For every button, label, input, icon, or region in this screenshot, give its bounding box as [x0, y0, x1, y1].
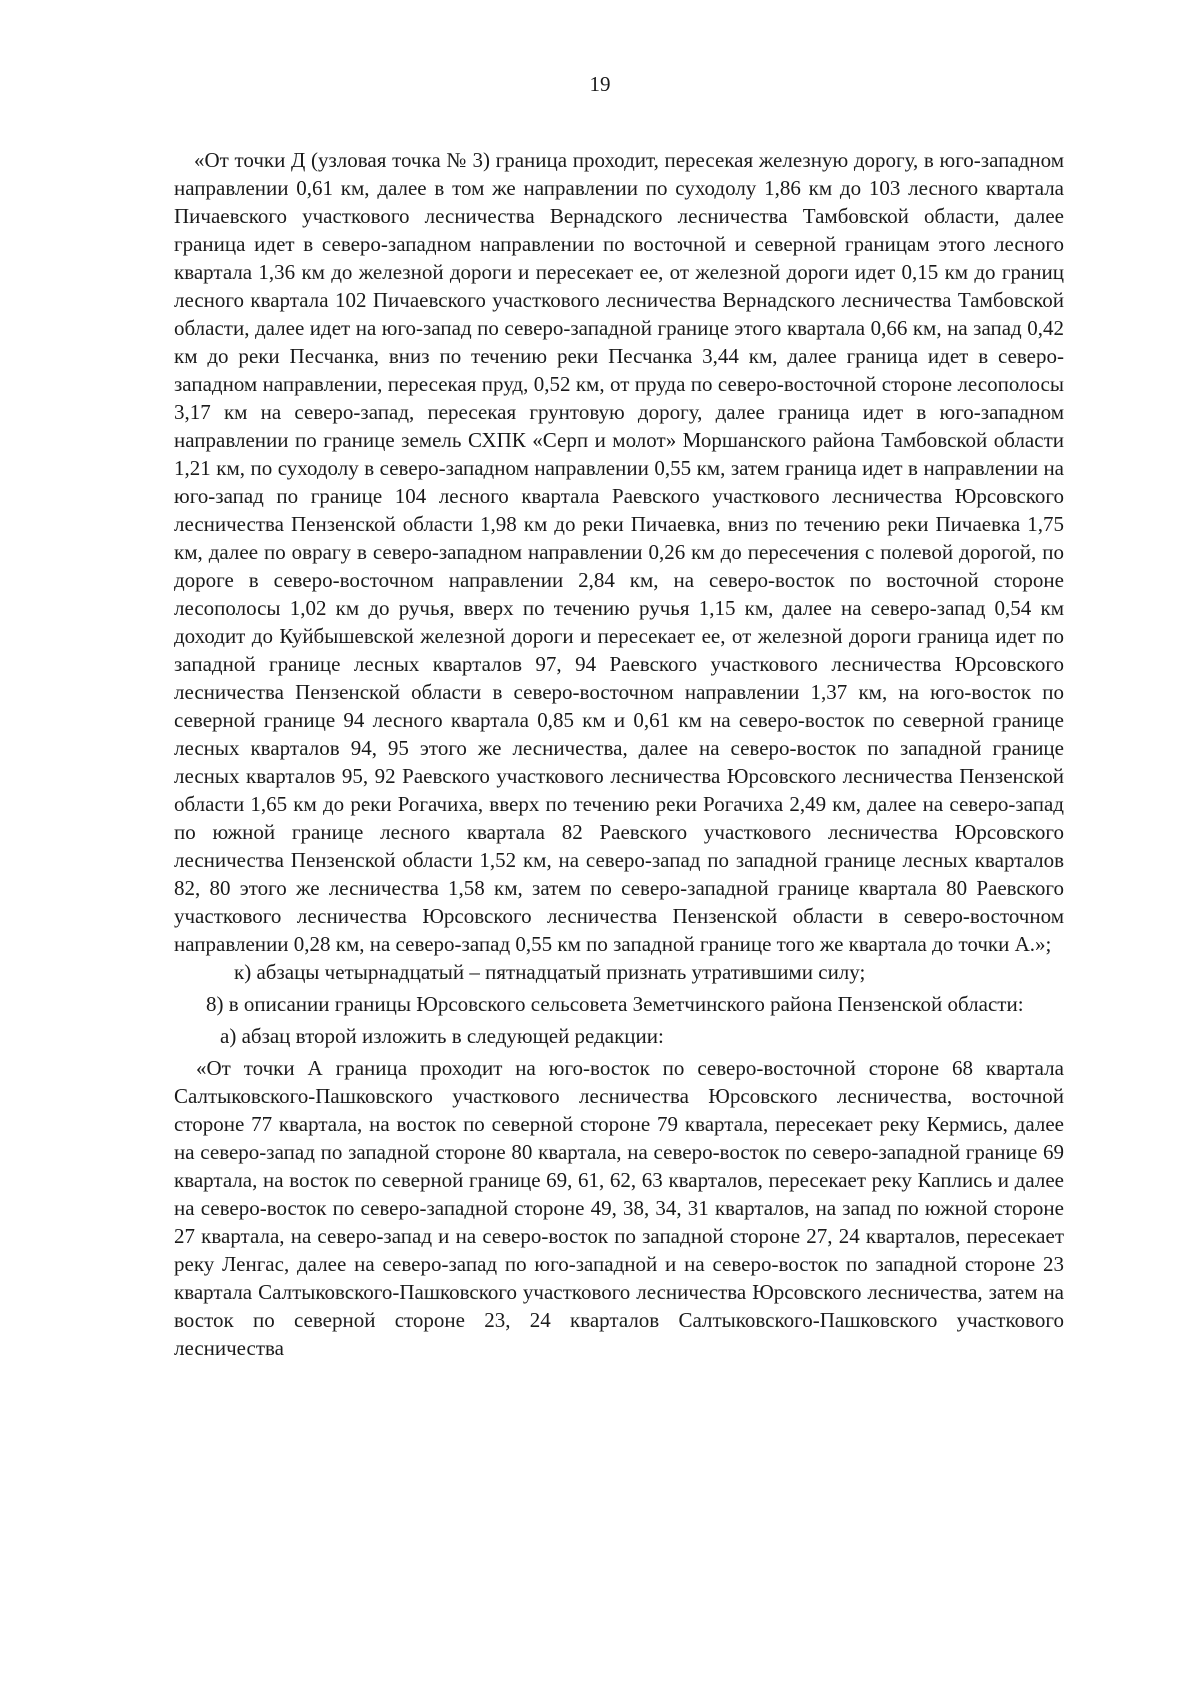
- paragraph-amendment-k: к) абзацы четырнадцатый – пятнадцатый признать утратившими силу;: [234, 960, 866, 984]
- page-number: 19: [589, 72, 611, 96]
- document-body: [174, 146, 1064, 1362]
- paragraph-boundary-description-yursovo: «От точки Д (узловая точка № 3) граница проходит, пересекая железную дорогу, в юго-западном направлении 0,61 км, далее в том же направлении по суходолу 1,86 км до 103 лесного квартала Пичаевского участкового лесничества Вернадского лесничества Тамбовской области, далее граница идет в северо-западном направлении по восточной и северной границам этого лесного квартала 1,36 км до железной дороги и пересекает ее, от железной дороги идет 0,15 км до границ лесного квартала 102 Пичаевского участкового лесничества Вернадского лесничества Тамбовской области, далее идет на юго-запад по северо-западной границе этого квартала 0,66 км, на запад 0,42 км до реки Песчанка, вниз по течению реки Песчанка 3,44 км, далее граница идет в северо-западном направлении, пересекая пруд, 0,52 км, от пруда по северо-восточной стороне лесополосы 3,17 км на северо-запад, пересекая грунтовую дорогу, далее граница идет в юго-западном направлении по границе земель СХПК «Серп и молот» Моршанского района Тамбовской области 1,21 км, по суходолу в северо-западном направлении 0,55 км, затем граница идет в направлении на юго-запад по границе 104 лесного квартала Раевского участкового лесничества Юрсовского лесничества Пензенской области 1,98 км до реки Пичаевка, вниз по течению реки Пичаевка 1,75 км, далее по оврагу в северо-западном направлении 0,26 км до пересечения с полевой дорогой, по дороге в северо-восточном направлении 2,84 км, на северо-восток по восточной стороне лесополосы 1,02 км до ручья, вверх по течению ручья 1,15 км, далее на северо-запад 0,54 км доходит до Куйбышевской железной дороги и пересекает ее, от железной дороги граница идет по западной границе лесных кварталов 97, 94 Раевского участкового лесничества Юрсовского лесничества Пензенской области в северо-восточном направлении 1,37 км, на юго-восток по северной границе 94 лесного квартала 0,85 км и 0,61 км на северо-восток по северной границе лесных кварталов 94, 95 этого же лесничества, далее на северо-восток по западной границе лесных кварталов 95, 92 Раевского участкового лесничества Юрсовского лесничества Пензенской области 1,65 км до реки Рогачиха, вверх по течению реки Рогачиха 2,49 км, далее на северо-запад по южной границе лесного квартала 82 Раевского участкового лесничества Юрсовского лесничества Пензенской области 1,52 км, на северо-запад по западной границе лесных кварталов 82, 80 этого же лесничества 1,58 км, затем по северо-западной границе квартала 80 Раевского участкового лесничества Юрсовского лесничества Пензенской области в северо-восточном направлении 0,28 км, на северо-запад 0,55 км по западной границе того же квартала до точки А.»;: [174, 148, 1064, 956]
- paragraph-boundary-description-point-a: «От точки А граница проходит на юго-восток по северо-восточной стороне 68 квартала Салтыковского-Пашковского участкового лесничества Юрсовского лесничества, восточной стороне 77 квартала, на восток по северной стороне 79 квартала, пересекает реку Кермись, далее на северо-запад по западной стороне 80 квартала, на северо-восток по северо-западной границе 69 квартала, на восток по северной границе 69, 61, 62, 63 кварталов, пересекает реку Каплись и далее на северо-восток по северо-западной стороне 49, 38, 34, 31 кварталов, на запад по южной стороне 27 квартала, на северо-запад и на северо-восток по западной стороне 27, 24 кварталов, пересекает реку Ленгас, далее на северо-запад по юго-западной и на северо-восток по западной стороне 23 квартала Салтыковского-Пашковского участкового лесничества Юрсовского лесничества, затем на восток по северной стороне 23, 24 кварталов Салтыковского-Пашковского участкового лесничества: [174, 1056, 1064, 1360]
- paragraph-subsection-a: а) абзац второй изложить в следующей редакции:: [220, 1024, 664, 1048]
- paragraph-section-8: 8) в описании границы Юрсовского сельсовета Земетчинского района Пензенской области:: [206, 992, 1024, 1016]
